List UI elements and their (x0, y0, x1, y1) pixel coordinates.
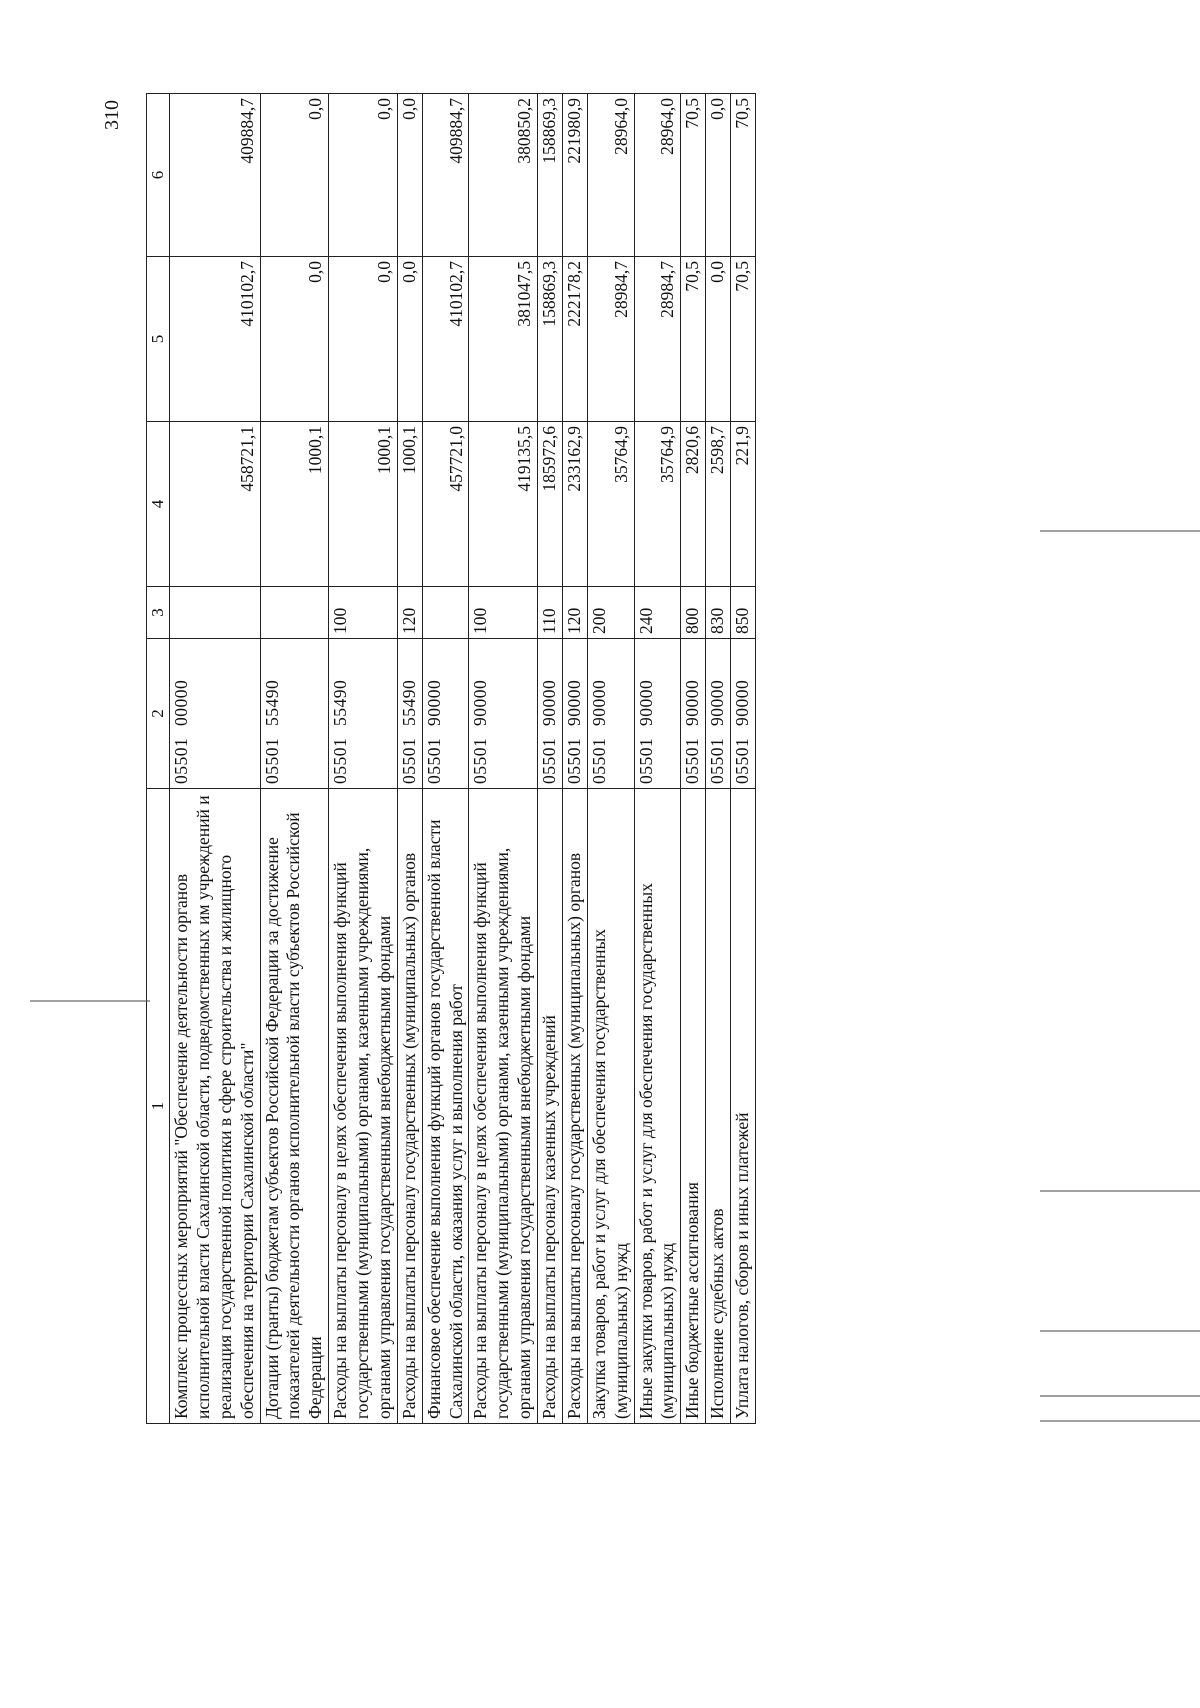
row-name: Комплекс процессных мероприятий "Обеспечение деятельности органов исполнительной власти Сахалинской области, подведомственных им учреждений и реализация государственной политики в сфере строительства и жилищного обеспечения на территории Сахалинской области" (170, 789, 261, 1424)
header-col-1: 1 (147, 789, 170, 1424)
row-code-part: 05501 (423, 737, 444, 784)
row-name: Иные закупки товаров, работ и услуг для обеспечения государственных (муниципальных) нужд (634, 789, 681, 1424)
row-value-5: 0,0 (706, 257, 731, 422)
row-name: Дотации (гранты) бюджетам субъектов Российской Федерации за достижение показателей деятельности органов исполнительной власти субъектов Российской Федерации (260, 789, 329, 1424)
row-expense-type: 100 (329, 587, 398, 639)
row-value-5: 0,0 (329, 257, 398, 422)
row-value-4: 2598,7 (706, 422, 731, 587)
row-value-4: 458721,1 (170, 422, 261, 587)
table-row (538, 94, 563, 1424)
row-value-5: 0,0 (260, 257, 329, 422)
row-value-5: 381047,5 (469, 257, 538, 422)
row-expense-type: 240 (634, 587, 681, 639)
row-value-4: 233162,9 (562, 422, 587, 587)
row-name: Уплата налогов, сборов и иных платежей (731, 789, 756, 1424)
header-col-4: 4 (147, 422, 170, 587)
row-value-4: 457721,0 (422, 422, 469, 587)
row-value-6: 221980,9 (562, 94, 587, 257)
row-name: Иные бюджетные ассигнования (681, 789, 706, 1424)
row-expense-type (422, 587, 469, 639)
row-name: Финансовое обеспечение выполнения функций органов государственной власти Сахалинской области, оказания услуг и выполнения работ (422, 789, 469, 1424)
row-code (681, 639, 706, 789)
header-col-6: 6 (147, 94, 170, 257)
row-code (538, 639, 563, 789)
page-number: 310 (101, 100, 123, 130)
row-code-part: 05501 (563, 737, 584, 784)
row-value-4: 1000,1 (397, 422, 422, 587)
row-code (170, 639, 261, 789)
row-code-part: 05501 (732, 737, 752, 784)
scan-artifact (30, 1000, 150, 1002)
table-body (170, 94, 756, 1424)
row-name: Расходы на выплаты персоналу государственных (муниципальных) органов (397, 789, 422, 1424)
row-value-6: 70,5 (731, 94, 756, 257)
header-col-3: 3 (147, 587, 170, 639)
row-code-part: 55490 (398, 679, 419, 726)
row-code-part: 05501 (682, 737, 703, 784)
row-code-part: 00000 (171, 679, 191, 726)
row-expense-type: 800 (681, 587, 706, 639)
row-code (731, 639, 756, 789)
table-row (681, 94, 706, 1424)
table-row (587, 94, 634, 1424)
row-code-part: 90000 (635, 679, 656, 726)
table-row (731, 94, 756, 1424)
row-code-part: 90000 (423, 679, 444, 726)
row-value-5: 70,5 (731, 257, 756, 422)
row-code-part: 90000 (470, 679, 491, 726)
row-value-5: 70,5 (681, 257, 706, 422)
row-value-4: 1000,1 (260, 422, 329, 587)
row-expense-type: 850 (731, 587, 756, 639)
row-name: Закупка товаров, работ и услуг для обеспечения государственных (муниципальных) нужд (587, 789, 634, 1424)
table-row (170, 94, 261, 1424)
row-value-5: 28984,7 (634, 257, 681, 422)
row-value-6: 409884,7 (170, 94, 261, 257)
header-col-5: 5 (147, 257, 170, 422)
row-value-5: 410102,7 (170, 257, 261, 422)
row-code (260, 639, 329, 789)
row-value-6: 380850,2 (469, 94, 538, 257)
row-value-5: 410102,7 (422, 257, 469, 422)
row-code-part: 90000 (563, 679, 584, 726)
table-row (397, 94, 422, 1424)
scan-artifact (1040, 1190, 1200, 1192)
row-value-6: 0,0 (329, 94, 398, 257)
row-code-part: 05501 (470, 737, 491, 784)
row-code (706, 639, 731, 789)
row-value-6: 158869,3 (538, 94, 563, 257)
row-value-6: 0,0 (260, 94, 329, 257)
row-code-part: 05501 (261, 737, 282, 784)
scan-artifact (1040, 530, 1200, 532)
row-code-part: 90000 (707, 679, 728, 726)
row-code-part: 05501 (635, 737, 656, 784)
row-value-6: 70,5 (681, 94, 706, 257)
row-expense-type: 110 (538, 587, 563, 639)
row-expense-type: 200 (587, 587, 634, 639)
row-value-5: 28984,7 (587, 257, 634, 422)
table-row (562, 94, 587, 1424)
row-expense-type (170, 587, 261, 639)
header-col-2: 2 (147, 639, 170, 789)
row-name: Исполнение судебных актов (706, 789, 731, 1424)
row-code-part: 05501 (171, 737, 191, 784)
row-expense-type (260, 587, 329, 639)
table-row (469, 94, 538, 1424)
row-code (397, 639, 422, 789)
row-name: Расходы на выплаты персоналу в целях обеспечения выполнения функций государственными (муниципальными) органами, казенными учреждениями, органами управления государственными внебюджетными фондами (469, 789, 538, 1424)
row-value-4: 35764,9 (587, 422, 634, 587)
row-value-4: 35764,9 (634, 422, 681, 587)
table-row (260, 94, 329, 1424)
row-value-4: 221,9 (731, 422, 756, 587)
row-code-part: 90000 (588, 679, 609, 726)
row-code (469, 639, 538, 789)
rotated-table-area (101, 94, 1026, 1424)
scan-artifact (1040, 1420, 1200, 1422)
row-code-part: 05501 (707, 737, 728, 784)
row-value-4: 419135,5 (469, 422, 538, 587)
row-name: Расходы на выплаты персоналу государственных (муниципальных) органов (562, 789, 587, 1424)
row-code-part: 90000 (732, 679, 752, 726)
row-value-5: 0,0 (397, 257, 422, 422)
table-row (422, 94, 469, 1424)
row-value-6: 28964,0 (634, 94, 681, 257)
row-name: Расходы на выплаты персоналу в целях обеспечения выполнения функций государственными (муниципальными) органами, казенными учреждениями, органами управления государственными внебюджетными фондами (329, 789, 398, 1424)
row-code (422, 639, 469, 789)
row-value-6: 0,0 (397, 94, 422, 257)
row-code (329, 639, 398, 789)
row-code-part: 05501 (539, 737, 559, 784)
table-row (706, 94, 731, 1424)
row-expense-type: 830 (706, 587, 731, 639)
row-value-4: 1000,1 (329, 422, 398, 587)
row-code (562, 639, 587, 789)
row-expense-type: 120 (397, 587, 422, 639)
row-code-part: 05501 (588, 737, 609, 784)
row-code-part: 90000 (682, 679, 703, 726)
row-value-6: 409884,7 (422, 94, 469, 257)
row-code (587, 639, 634, 789)
row-code-part: 05501 (398, 737, 419, 784)
row-value-5: 222178,2 (562, 257, 587, 422)
row-value-4: 2820,6 (681, 422, 706, 587)
header-row (147, 94, 170, 1424)
row-code-part: 90000 (539, 679, 559, 726)
row-name: Расходы на выплаты персоналу казенных учреждений (538, 789, 563, 1424)
scan-artifact (1040, 1395, 1200, 1397)
row-value-6: 0,0 (706, 94, 731, 257)
row-value-4: 185972,6 (538, 422, 563, 587)
row-code (634, 639, 681, 789)
row-code-part: 55490 (261, 679, 282, 726)
row-value-5: 158869,3 (538, 257, 563, 422)
row-expense-type: 100 (469, 587, 538, 639)
table-row (634, 94, 681, 1424)
table-row (329, 94, 398, 1424)
row-value-6: 28964,0 (587, 94, 634, 257)
budget-table (146, 93, 756, 1424)
row-code-part: 05501 (330, 737, 351, 784)
scan-artifact (1040, 1330, 1200, 1332)
row-code-part: 55490 (330, 679, 351, 726)
row-expense-type: 120 (562, 587, 587, 639)
